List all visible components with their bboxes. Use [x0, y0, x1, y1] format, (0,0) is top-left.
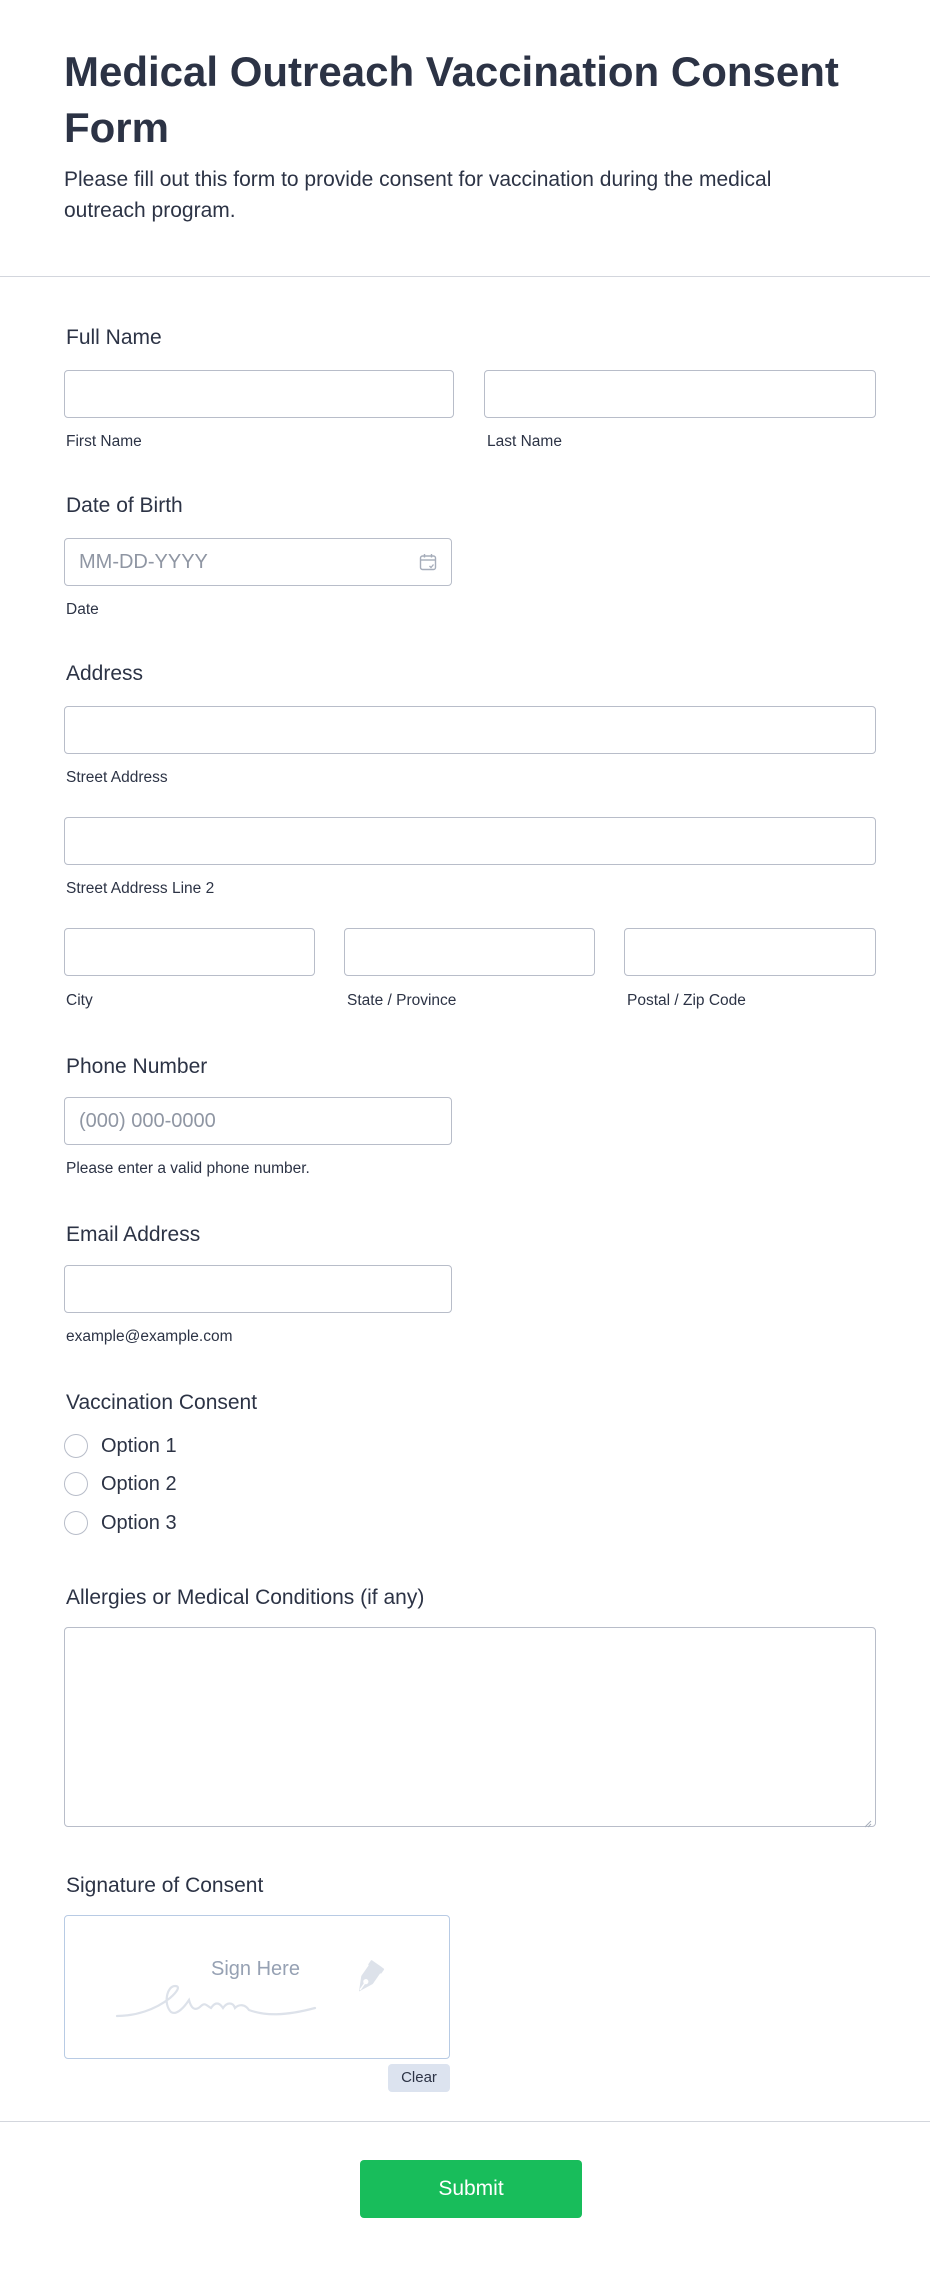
- phone-label: Phone Number: [66, 1055, 208, 1078]
- first-name-sublabel: First Name: [66, 433, 142, 450]
- first-name-input[interactable]: [64, 370, 454, 418]
- full-name-label: Full Name: [66, 326, 162, 349]
- signature-label: Signature of Consent: [66, 1874, 264, 1897]
- sign-here-text: Sign Here: [211, 1958, 300, 1980]
- submit-button[interactable]: Submit: [360, 2160, 582, 2218]
- radio-button[interactable]: [64, 1511, 88, 1535]
- signature-pad[interactable]: [64, 1915, 450, 2059]
- street-address-line2-input[interactable]: [64, 817, 876, 865]
- signature-scribble-icon: [115, 1966, 355, 2026]
- form-subtitle: Please fill out this form to provide consent for vaccination during the medical outreach program.: [64, 168, 772, 222]
- allergies-label: Allergies or Medical Conditions (if any): [66, 1586, 425, 1609]
- phone-placeholder: (000) 000-0000: [79, 1110, 216, 1132]
- last-name-sublabel: Last Name: [487, 433, 562, 450]
- phone-input[interactable]: [64, 1097, 452, 1145]
- city-input[interactable]: [64, 928, 315, 976]
- allergies-textarea[interactable]: [64, 1627, 876, 1827]
- footer-divider: [0, 2121, 930, 2122]
- zip-input[interactable]: [624, 928, 876, 976]
- address-label: Address: [66, 662, 144, 685]
- radio-button[interactable]: [64, 1472, 88, 1496]
- consent-label: Vaccination Consent: [66, 1391, 258, 1414]
- radio-label: Option 1: [101, 1435, 177, 1457]
- dob-label: Date of Birth: [66, 494, 183, 517]
- dob-sublabel: Date: [66, 601, 99, 618]
- zip-sublabel: Postal / Zip Code: [627, 992, 746, 1009]
- form-title: Medical Outreach Vaccination Consent Form: [64, 48, 839, 151]
- pen-nib-icon: [345, 1958, 389, 2002]
- state-sublabel: State / Province: [347, 992, 457, 1009]
- dob-placeholder: MM-DD-YYYY: [79, 551, 208, 573]
- resize-handle-icon[interactable]: [864, 1815, 872, 1823]
- form-header: [0, 0, 930, 277]
- email-sublabel: example@example.com: [66, 1328, 233, 1345]
- email-label: Email Address: [66, 1223, 201, 1246]
- street-address-sublabel: Street Address: [66, 769, 168, 786]
- clear-signature-button[interactable]: Clear: [388, 2064, 450, 2092]
- street-address-input[interactable]: [64, 706, 876, 754]
- last-name-input[interactable]: [484, 370, 876, 418]
- radio-button[interactable]: [64, 1434, 88, 1458]
- radio-label: Option 2: [101, 1473, 177, 1495]
- radio-label: Option 3: [101, 1512, 177, 1534]
- calendar-icon[interactable]: [419, 553, 437, 571]
- email-input[interactable]: [64, 1265, 452, 1313]
- state-input[interactable]: [344, 928, 595, 976]
- city-sublabel: City: [66, 992, 93, 1009]
- street-address-line2-sublabel: Street Address Line 2: [66, 880, 215, 897]
- phone-sublabel: Please enter a valid phone number.: [66, 1160, 310, 1177]
- dob-input[interactable]: [64, 538, 452, 586]
